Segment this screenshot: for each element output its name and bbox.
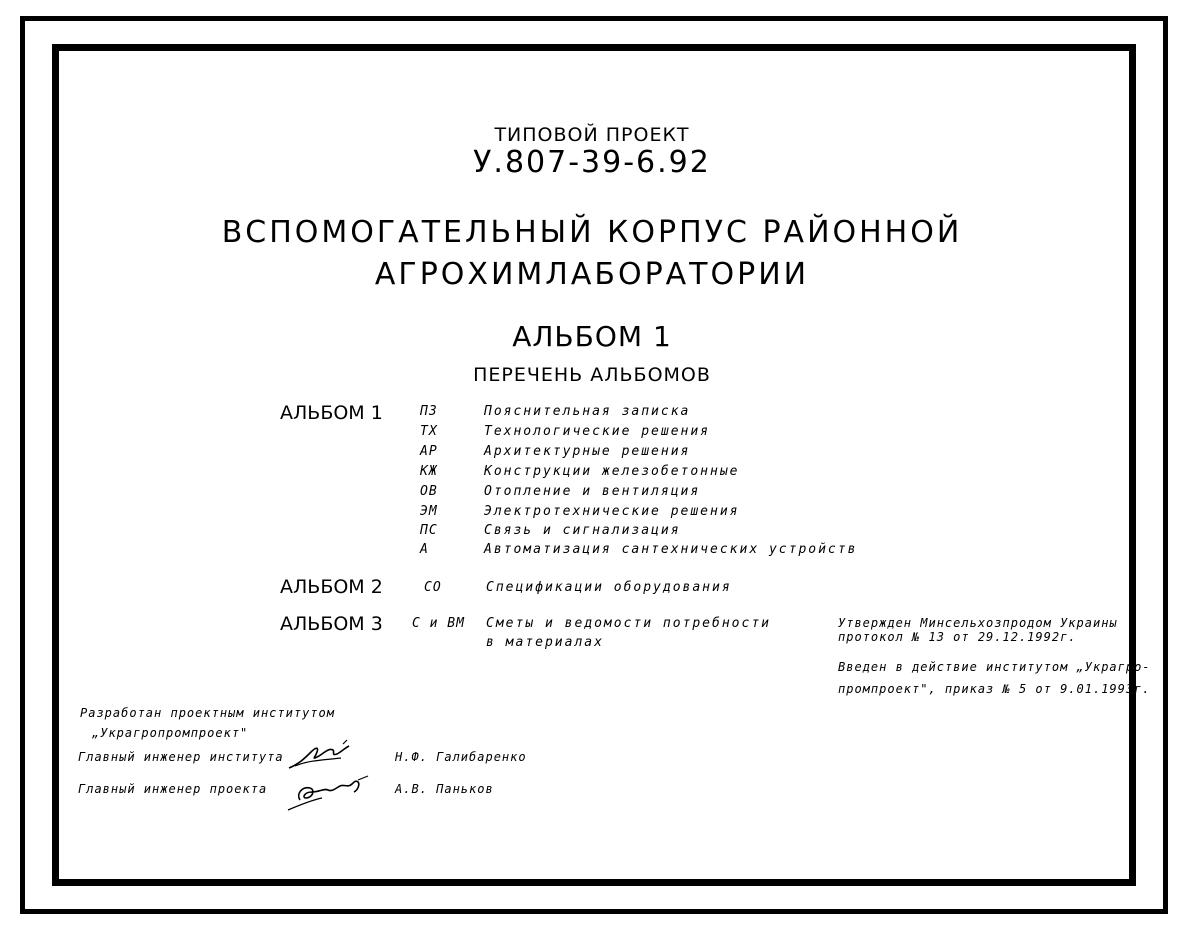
- developer-line-2: „Украгропромпроект": [92, 726, 249, 740]
- approval-line-1: Утвержден Минсельхозпродом Украины: [838, 616, 1118, 630]
- chief-institute-name: Н.Ф. Галибаренко: [395, 750, 527, 764]
- chief-project-name: А.В. Паньков: [395, 782, 494, 796]
- album-1-item-desc: Автоматизация сантехнических устройств: [484, 542, 858, 557]
- album-1-item-code: АР: [420, 444, 438, 459]
- album-3-item-code: С и ВМ: [412, 616, 465, 631]
- approval-line-3: Введен в действие институтом „Украгро-: [838, 660, 1151, 674]
- project-type: ТИПОВОЙ ПРОЕКТ: [494, 124, 690, 146]
- album-1-item-desc: Пояснительная записка: [484, 404, 691, 419]
- approval-line-4: промпроект", приказ № 5 от 9.01.1993г.: [838, 682, 1151, 696]
- chief-project-label: Главный инженер проекта: [78, 782, 268, 796]
- album-1-item-code: ПЗ: [420, 404, 438, 419]
- album-heading: АЛЬБОМ 1: [512, 320, 672, 353]
- album-1-item-desc: Электротехнические решения: [484, 504, 740, 519]
- album-3-item-desc-cont: в материалах: [486, 635, 604, 650]
- album-1-item-code: КЖ: [420, 464, 438, 479]
- title-line-2: АГРОХИМЛАБОРАТОРИИ: [374, 257, 810, 292]
- list-title: ПЕРЕЧЕНЬ АЛЬБОМОВ: [473, 364, 711, 386]
- project-code: У.807-39-6.92: [473, 145, 711, 180]
- album-2-item-desc: Спецификации оборудования: [486, 580, 732, 595]
- approval-line-2: протокол № 13 от 29.12.1992г.: [838, 630, 1077, 644]
- album-3-label: АЛЬБОМ 3: [280, 613, 383, 635]
- album-2-label: АЛЬБОМ 2: [280, 576, 383, 598]
- album-3-item-desc: Сметы и ведомости потребности: [486, 616, 771, 631]
- developer-line-1: Разработан проектным институтом: [80, 706, 335, 720]
- album-1-item-desc: Технологические решения: [484, 424, 711, 439]
- signature-chief-institute: [285, 738, 357, 774]
- album-1-item-desc: Архитектурные решения: [484, 444, 691, 459]
- album-1-item-code: А: [420, 542, 429, 557]
- signature-chief-project: [282, 770, 372, 814]
- title-line-1: ВСПОМОГАТЕЛЬНЫЙ КОРПУС РАЙОННОЙ: [221, 215, 963, 250]
- album-1-item-code: ТХ: [420, 424, 438, 439]
- album-1-item-code: ЭМ: [420, 504, 438, 519]
- album-1-item-desc: Отопление и вентиляция: [484, 484, 701, 499]
- album-1-item-desc: Связь и сигнализация: [484, 523, 681, 538]
- album-1-label: АЛЬБОМ 1: [280, 402, 383, 424]
- album-1-item-desc: Конструкции железобетонные: [484, 464, 740, 479]
- album-1-item-code: ПС: [420, 523, 438, 538]
- album-2-item-code: СО: [424, 580, 442, 595]
- chief-institute-label: Главный инженер института: [78, 750, 284, 764]
- album-1-item-code: ОВ: [420, 484, 438, 499]
